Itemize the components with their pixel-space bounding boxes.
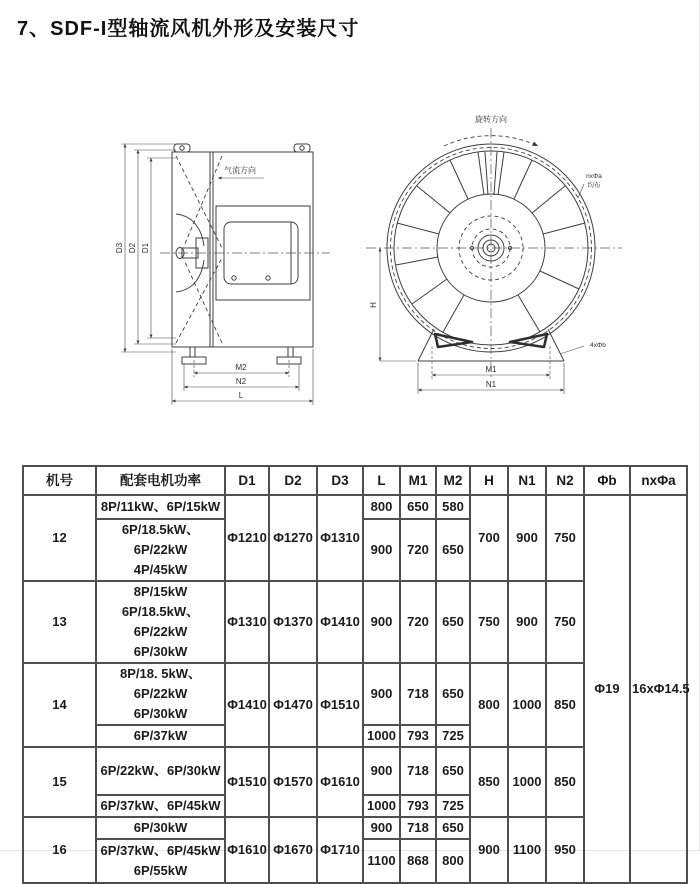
cell-n2: 750 <box>546 581 584 663</box>
cell-d2: Φ1570 <box>269 747 317 817</box>
cell-m2: 725 <box>436 795 470 817</box>
motor-power-line: 6P/30kW <box>133 706 188 721</box>
cell-d1: Φ1210 <box>225 495 269 581</box>
fan-rim <box>387 144 595 352</box>
cell-m2: 650 <box>436 817 470 839</box>
foot-holes-label: 4xΦb <box>590 342 606 349</box>
cell-motor-power <box>96 663 225 725</box>
cell-d3: Φ1310 <box>317 495 363 581</box>
cell-d2: Φ1470 <box>269 663 317 747</box>
motor-power-line: 8P/15kW <box>133 584 188 599</box>
dim-label-m1: M1 <box>485 365 497 374</box>
cell-motor-power <box>96 817 225 839</box>
dim-label-l: L <box>238 391 244 400</box>
cell-d2: Φ1370 <box>269 581 317 663</box>
cell-l: 1000 <box>363 795 400 817</box>
col-header-d2: D2 <box>269 466 317 495</box>
col-header-phi-b: Φb <box>584 466 630 495</box>
cell-d2: Φ1270 <box>269 495 317 581</box>
motor-power-line: 6P/37kW <box>133 728 188 743</box>
motor-power-line: 8P/18. 5kW、6P/22kW <box>120 666 201 701</box>
cell-m1: 718 <box>400 663 436 725</box>
col-header-m2: M2 <box>436 466 470 495</box>
motor-power-line: 4P/45kW <box>133 562 188 577</box>
motor-power-line: 6P/37kW、6P/45kW <box>100 843 221 858</box>
cell-phi-b: Φ19 <box>584 495 630 883</box>
rotation-label: 旋转方向 <box>475 115 507 124</box>
col-header-motor-power: 配套电机功率 <box>96 466 225 495</box>
cell-l: 900 <box>363 817 400 839</box>
motor-power-line: 6P/55kW <box>133 863 188 878</box>
col-header-n-phi-a: nxΦa <box>630 466 687 495</box>
impeller-section <box>176 156 222 343</box>
airflow-label: 气流方向 <box>224 166 256 175</box>
front-view-drawing <box>358 98 640 410</box>
cell-l: 900 <box>363 519 400 581</box>
cell-n1: 1100 <box>508 817 546 883</box>
cell-d3: Φ1510 <box>317 663 363 747</box>
cell-fan-no: 12 <box>23 495 96 581</box>
cell-motor-power <box>96 495 225 519</box>
motor-power-line: 8P/11kW、6P/15kW <box>100 499 221 514</box>
cell-d3: Φ1410 <box>317 581 363 663</box>
mounting-feet <box>182 347 301 364</box>
cell-n1: 900 <box>508 581 546 663</box>
dim-label-d1: D1 <box>141 242 150 254</box>
cell-d3: Φ1610 <box>317 747 363 817</box>
dim-label-n1: N1 <box>485 380 497 389</box>
cell-fan-no: 14 <box>23 663 96 747</box>
cell-motor-power <box>96 519 225 581</box>
col-header-m1: M1 <box>400 466 436 495</box>
page-title: 7、SDF-I型轴流风机外形及安装尺寸 <box>17 18 360 40</box>
cell-d3: Φ1710 <box>317 817 363 883</box>
cell-n2: 850 <box>546 663 584 747</box>
dim-label-d2: D2 <box>128 242 137 254</box>
col-header-l: L <box>363 466 400 495</box>
cell-m1: 720 <box>400 519 436 581</box>
cell-fan-no: 16 <box>23 817 96 883</box>
side-view-drawing <box>98 98 363 410</box>
col-header-n2: N2 <box>546 466 584 495</box>
header-row <box>23 466 687 495</box>
cell-l: 1000 <box>363 725 400 747</box>
cell-m1: 720 <box>400 581 436 663</box>
motor-power-line: 6P/22kW、6P/30kW <box>100 763 221 778</box>
cell-l: 900 <box>363 663 400 725</box>
motor-power-line: 6P/18.5kW、6P/22kW <box>121 522 200 557</box>
cell-m2: 650 <box>436 747 470 795</box>
col-header-fan-no: 机号 <box>23 466 96 495</box>
dim-label-n2: N2 <box>235 377 247 386</box>
cell-m2: 800 <box>436 839 470 883</box>
flange-holes-callout <box>578 173 602 198</box>
cell-n2: 950 <box>546 817 584 883</box>
cell-m1: 718 <box>400 747 436 795</box>
cell-h: 900 <box>470 817 508 883</box>
cell-l: 900 <box>363 581 400 663</box>
cell-m2: 650 <box>436 581 470 663</box>
cell-m2: 725 <box>436 725 470 747</box>
dim-label-h: H <box>369 302 378 308</box>
diameter-dimensions <box>115 144 176 352</box>
cell-m1: 868 <box>400 839 436 883</box>
cell-motor-power <box>96 795 225 817</box>
hub-and-spokes <box>396 152 585 332</box>
motor-power-line: 6P/30kW <box>133 644 188 659</box>
cell-l: 900 <box>363 747 400 795</box>
motor-power-line: 6P/30kW <box>133 820 188 835</box>
cell-h: 850 <box>470 747 508 817</box>
cell-motor-power <box>96 839 225 883</box>
flange-holes-label: nxΦa <box>586 173 602 180</box>
cell-fan-no: 15 <box>23 747 96 817</box>
cell-motor-power <box>96 725 225 747</box>
cell-m2: 650 <box>436 519 470 581</box>
cell-d1: Φ1510 <box>225 747 269 817</box>
cell-d2: Φ1670 <box>269 817 317 883</box>
cell-m2: 580 <box>436 495 470 519</box>
col-header-d3: D3 <box>317 466 363 495</box>
table-row <box>23 495 687 519</box>
cell-n-phi-a: 16xΦ14.5 <box>630 495 687 883</box>
col-header-h: H <box>470 466 508 495</box>
col-header-d1: D1 <box>225 466 269 495</box>
cell-l: 800 <box>363 495 400 519</box>
dim-label-m2: M2 <box>235 363 247 372</box>
cell-m1: 718 <box>400 817 436 839</box>
dim-label-d3: D3 <box>115 242 124 254</box>
cell-m2: 650 <box>436 663 470 725</box>
cell-h: 700 <box>470 495 508 581</box>
cell-m1: 793 <box>400 725 436 747</box>
cell-n2: 850 <box>546 747 584 817</box>
cell-d1: Φ1310 <box>225 581 269 663</box>
motor-power-line: 6P/37kW、6P/45kW <box>100 798 221 813</box>
height-dimension <box>369 248 416 361</box>
cell-l: 1100 <box>363 839 400 883</box>
cell-n2: 750 <box>546 495 584 581</box>
cell-motor-power <box>96 747 225 795</box>
cell-n1: 1000 <box>508 747 546 817</box>
cell-motor-power <box>96 581 225 663</box>
foot-holes-callout <box>560 342 606 354</box>
spec-table <box>22 465 688 884</box>
cell-m1: 793 <box>400 795 436 817</box>
cell-d1: Φ1410 <box>225 663 269 747</box>
cell-h: 800 <box>470 663 508 747</box>
flange-holes-note: 均布 <box>587 182 601 189</box>
cell-fan-no: 13 <box>23 581 96 663</box>
cell-n1: 1000 <box>508 663 546 747</box>
cell-d1: Φ1610 <box>225 817 269 883</box>
cell-h: 750 <box>470 581 508 663</box>
motor-power-line: 6P/18.5kW、6P/22kW <box>121 604 200 639</box>
cell-n1: 900 <box>508 495 546 581</box>
col-header-n1: N1 <box>508 466 546 495</box>
cell-m1: 650 <box>400 495 436 519</box>
airflow-direction <box>218 165 264 178</box>
